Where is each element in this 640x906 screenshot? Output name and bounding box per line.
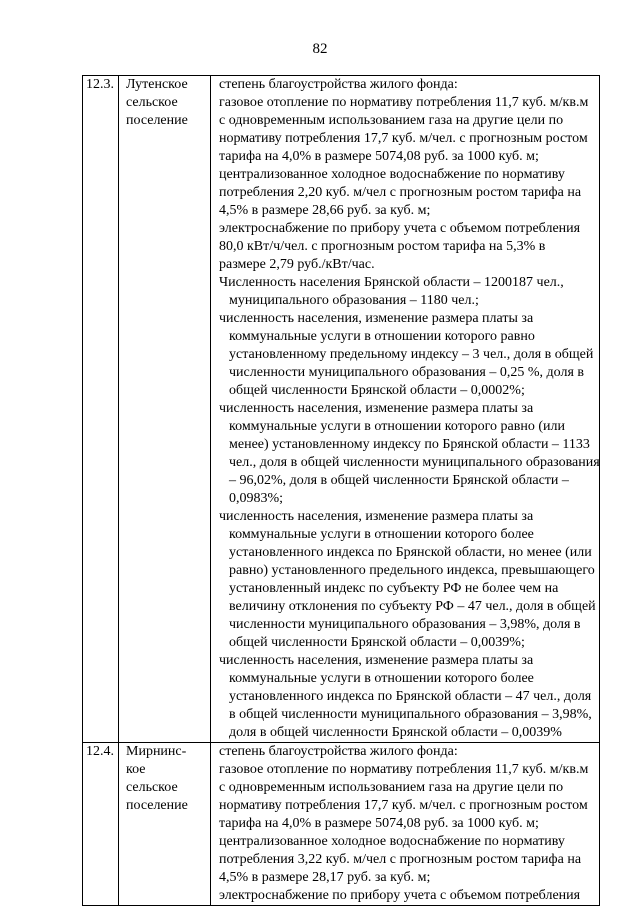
- settlement-name: [119, 76, 211, 743]
- settlement-name-line: Лутенское: [126, 77, 188, 92]
- content-line: коммунальные услуги в отношении которого более: [229, 671, 534, 686]
- settlement-name-line: поселение: [126, 798, 188, 813]
- content-line: тарифа на 4,0% в размере 5074,08 руб. за 1000 куб. м;: [219, 149, 539, 164]
- content-line: централизованное холодное водоснабжение по нормативу: [219, 167, 565, 182]
- content-line: в общей численности муниципального образования – 3,98%,: [229, 707, 592, 722]
- content-line: чел., доля в общей численности муниципального образования: [229, 455, 600, 470]
- content-line: степень благоустройства жилого фонда:: [219, 744, 458, 759]
- content-line: потребления 2,20 куб. м/чел с прогнозным ростом тарифа на: [219, 185, 582, 200]
- content-line: установленного индекса по Брянской области – 47 чел., доля: [229, 689, 592, 704]
- content-line: численности муниципального образования – 3,98%, доля в: [229, 617, 581, 632]
- settlement-name-line: поселение: [126, 113, 188, 128]
- content-line: величину отклонения по субъекту РФ – 47 чел., доля в общей: [229, 599, 596, 614]
- settlement-name-line: сельское: [126, 95, 178, 110]
- content-line: нормативу потребления 17,7 куб. м/чел. с прогнозным ростом: [219, 798, 588, 813]
- content-line: – 96,02%, доля в общей численности Брянской области –: [229, 473, 569, 488]
- settlement-name-line: Мирнинс-: [126, 744, 187, 759]
- content-line: тарифа на 4,0% в размере 5074,08 руб. за 1000 куб. м;: [219, 816, 539, 831]
- content-line: установленного индекса по Брянской области, но менее (или: [229, 545, 592, 560]
- content-line: коммунальные услуги в отношении которого равно (или: [229, 419, 565, 434]
- row-content: [211, 76, 600, 743]
- content-line: установленный индекс по субъекту РФ не более чем на: [229, 581, 559, 596]
- content-line: 0,0983%;: [229, 491, 284, 506]
- content-line: менее) установленному индексу по Брянской области – 1133: [229, 437, 590, 452]
- content-line: с одновременным использованием газа на другие цели по: [219, 780, 564, 795]
- content-line: общей численности Брянской области – 0,0002%;: [229, 383, 525, 398]
- content-line: численность населения, изменение размера платы за: [219, 311, 534, 326]
- content-line: 4,5% в размере 28,17 руб. за куб. м;: [219, 870, 431, 885]
- content-line: размере 2,79 руб./кВт/час.: [219, 257, 375, 272]
- content-line: централизованное холодное водоснабжение по нормативу: [219, 834, 565, 849]
- content-line: равно) установленного предельного индекса, превышающего: [229, 563, 595, 578]
- table-row: [83, 76, 600, 743]
- content-line: нормативу потребления 17,7 куб. м/чел. с прогнозным ростом: [219, 131, 588, 146]
- content-line: численность населения, изменение размера платы за: [219, 401, 534, 416]
- row-content: [211, 743, 600, 906]
- content-line: 4,5% в размере 28,66 руб. за куб. м;: [219, 203, 431, 218]
- content-line: численность населения, изменение размера платы за: [219, 509, 534, 524]
- page-number: 82: [312, 41, 328, 57]
- content-line: газовое отопление по нормативу потребления 11,7 куб. м/кв.м: [219, 95, 589, 110]
- table-row: [83, 743, 600, 906]
- content-line: 80,0 кВт/ч/чел. с прогнозным ростом тарифа на 5,3% в: [219, 239, 546, 254]
- content-line: муниципального образования – 1180 чел.;: [229, 293, 479, 308]
- content-line: электроснабжение по прибору учета с объемом потребления: [219, 221, 581, 236]
- settlement-name-line: сельское: [126, 780, 178, 795]
- content-line: Численность населения Брянской области – 1200187 чел.,: [219, 275, 564, 290]
- settlement-name: [119, 743, 211, 906]
- row-number: 12.3.: [83, 76, 119, 743]
- content-line: установленному предельному индексу – 3 чел., доля в общей: [229, 347, 594, 362]
- content-line: газовое отопление по нормативу потребления 11,7 куб. м/кв.м: [219, 762, 589, 777]
- content-line: потребления 3,22 куб. м/чел с прогнозным ростом тарифа на: [219, 852, 582, 867]
- row-number: 12.4.: [83, 743, 119, 906]
- settlement-name-line: кое: [126, 762, 146, 777]
- content-line: общей численности Брянской области – 0,0039%;: [229, 635, 525, 650]
- content-line: численности муниципального образования – 0,25 %, доля в: [229, 365, 585, 380]
- settlement-table: [82, 75, 600, 906]
- table-body: [83, 76, 600, 906]
- content-line: электроснабжение по прибору учета с объемом потребления: [219, 888, 581, 903]
- content-line: доля в общей численности Брянской области – 0,0039%: [229, 725, 562, 740]
- content-line: коммунальные услуги в отношении которого равно: [229, 329, 535, 344]
- content-line: с одновременным использованием газа на другие цели по: [219, 113, 564, 128]
- content-line: численность населения, изменение размера платы за: [219, 653, 534, 668]
- content-line: степень благоустройства жилого фонда:: [219, 77, 458, 92]
- content-line: коммунальные услуги в отношении которого более: [229, 527, 534, 542]
